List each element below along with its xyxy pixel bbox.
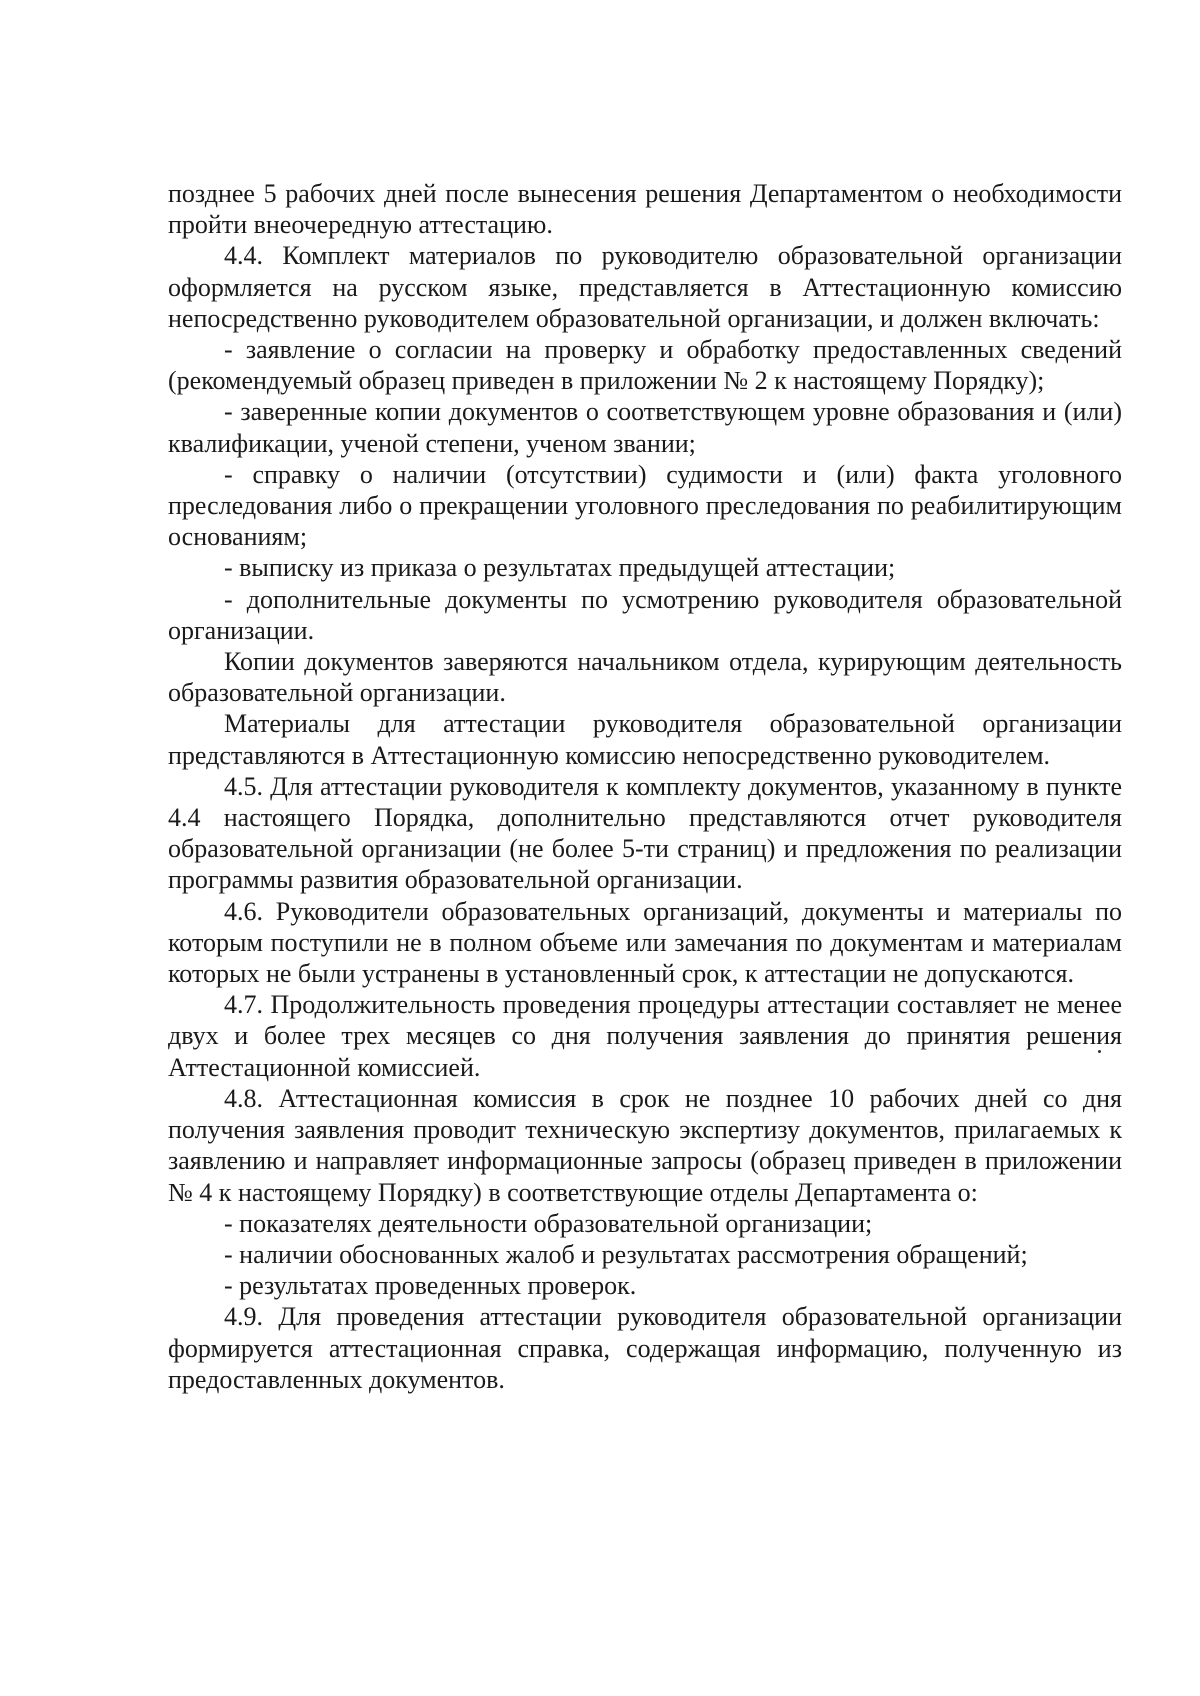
list-item-certified-copies: - заверенные копии документов о соответствующем уровне образования и (или) квалификации, ученой степени, ученом звании; xyxy=(168,397,1122,458)
paragraph-continuation: позднее 5 рабочих дней после вынесения решения Департаментом о необходимости пройти внеочередную аттестацию. xyxy=(168,179,1122,240)
paragraph-4-5: 4.5. Для аттестации руководителя к комплекту документов, указанному в пункте 4.4 настоящего Порядка, дополнительно представляются отчет руководителя образовательной организации (не более 5-ти страниц) и предложения по реализации программы развития образовательной организации. xyxy=(168,771,1122,895)
list-item-additional-documents: - дополнительные документы по усмотрению руководителя образовательной организации. xyxy=(168,584,1122,645)
list-item-criminal-record: - справку о наличии (отсутствии) судимости и (или) факта уголовного преследования либо о прекращении уголовного преследования по реабилитирующим основаниям; xyxy=(168,459,1122,552)
paragraph-materials-submitted: Материалы для аттестации руководителя образовательной организации представляются в Аттестационную комиссию непосредственно руководителем. xyxy=(168,709,1122,770)
paragraph-4-6: 4.6. Руководители образовательных организаций, документы и материалы по которым поступили не в полном объеме или замечания по документам и материалам которых не были устранены в установленный срок, к аттестации не допускаются. xyxy=(168,896,1122,989)
paragraph-4-4: 4.4. Комплект материалов по руководителю образовательной организации оформляется на русском языке, представляется в Аттестационную комиссию непосредственно руководителем образовательной организации, и должен включать: xyxy=(168,241,1122,333)
list-item-inspections: - результатах проведенных проверок. xyxy=(224,1271,637,1301)
paragraph-4-8: 4.8. Аттестационная комиссия в срок не позднее 10 рабочих дней со дня получения заявления проводит техническую экспертизу документов, прилагаемых к заявлению и направляет информационные запросы (образец приведен в приложении № 4 к настоящему Порядку) в соответствующие отделы Департамента о: xyxy=(168,1083,1122,1207)
list-item-order-extract: - выписку из приказа о результатах предыдущей аттестации; xyxy=(224,553,896,583)
paragraph-4-7: 4.7. Продолжительность проведения процедуры аттестации составляет не менее двух и более трех месяцев со дня получения заявления до принятия решения Аттестационной комиссией. xyxy=(168,990,1122,1082)
document-page xyxy=(168,178,1122,1395)
paragraph-4-9: 4.9. Для проведения аттестации руководителя образовательной организации формируется аттестационная справка, содержащая информацию, полученную из предоставленных документов. xyxy=(168,1302,1122,1394)
list-item-consent-statement: - заявление о согласии на проверку и обработку предоставленных сведений (рекомендуемый образец приведен в приложении № 2 к настоящему Порядку); xyxy=(168,335,1122,396)
paragraph-copies-certified: Копии документов заверяются начальником отдела, курирующим деятельность образовательной организации. xyxy=(168,647,1122,708)
list-item-complaints: - наличии обоснованных жалоб и результатах рассмотрения обращений; xyxy=(224,1239,1028,1269)
scan-speck xyxy=(1098,1050,1101,1053)
list-item-performance-indicators: - показателях деятельности образовательной организации; xyxy=(224,1208,873,1238)
